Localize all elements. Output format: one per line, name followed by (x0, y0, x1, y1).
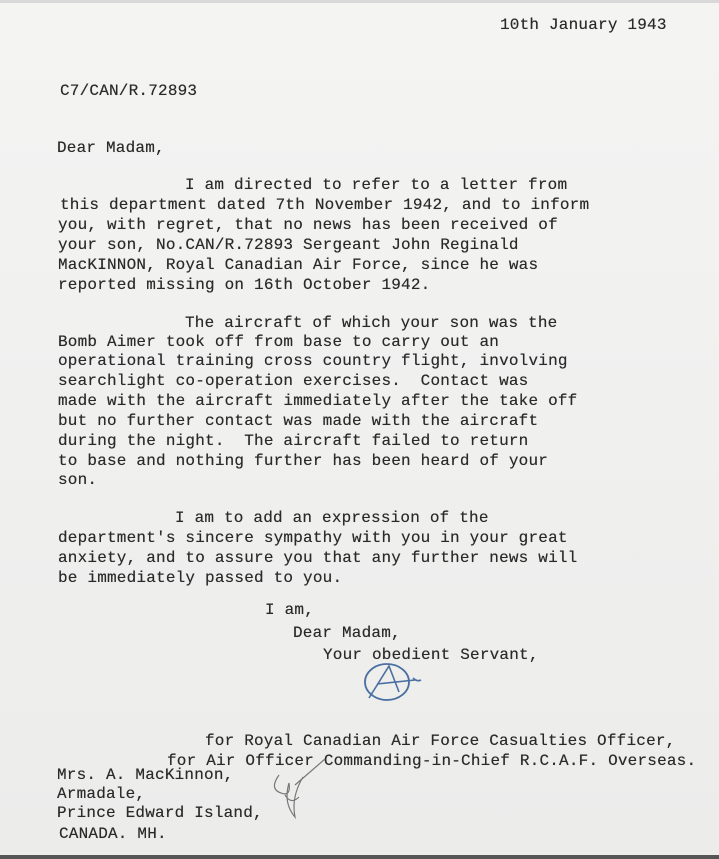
text-line: to base and nothing further has been heard of your (58, 452, 549, 470)
salutation: Dear Madam, (57, 139, 165, 157)
text-line: department's sincere sympathy with you in your great (58, 529, 568, 547)
text-line: reported missing on 16th October 1942. (58, 276, 431, 294)
text-line: your son, No.CAN/R.72893 Sergeant John Reginald (58, 236, 519, 254)
text-line: MacKINNON, Royal Canadian Air Force, since he was (58, 256, 539, 274)
address-line: CANADA. MH. (59, 825, 167, 843)
text-line: anxiety, and to assure you that any further news will (58, 549, 578, 567)
text-line: The aircraft of which your son was the (185, 314, 558, 332)
address-line: Armadale, (57, 785, 146, 803)
address-line: Prince Edward Island, (57, 804, 263, 822)
pencil-initials (255, 755, 330, 827)
text-line: operational training cross country flight, involving (58, 352, 568, 370)
text-line: you, with regret, that no news has been received of (58, 216, 558, 234)
text-line: this department dated 7th November 1942, and to inform (60, 196, 590, 214)
text-line: I am to add an expression of the (175, 509, 489, 527)
page-bottom-edge (0, 855, 719, 859)
closing-line: Your obedient Servant, (323, 646, 539, 664)
closing-line: I am, (265, 601, 315, 619)
text-line: I am directed to refer to a letter from (185, 176, 568, 194)
signature-line: for Air Officer Commanding-in-Chief R.C.A.F. Overseas. (167, 752, 697, 770)
letter-date: 10th January 1943 (500, 16, 667, 34)
text-line: searchlight co-operation exercises. Contact was (58, 372, 529, 390)
text-line: be immediately passed to you. (58, 569, 343, 587)
closing-line: Dear Madam, (293, 624, 401, 642)
address-line: Mrs. A. MacKinnon, (57, 766, 234, 784)
handwritten-signature (355, 658, 435, 706)
text-line: during the night. The aircraft failed to return (58, 432, 529, 450)
text-line: but no further contact was made with the aircraft (58, 412, 539, 430)
text-line: Bomb Aimer took off from base to carry out an (58, 333, 500, 351)
text-line: made with the aircraft immediately after the take off (58, 392, 578, 410)
reference-number: C7/CAN/R.72893 (60, 82, 198, 100)
text-line: son. (58, 471, 98, 489)
signature-line: for Royal Canadian Air Force Casualties Officer, (205, 732, 676, 750)
